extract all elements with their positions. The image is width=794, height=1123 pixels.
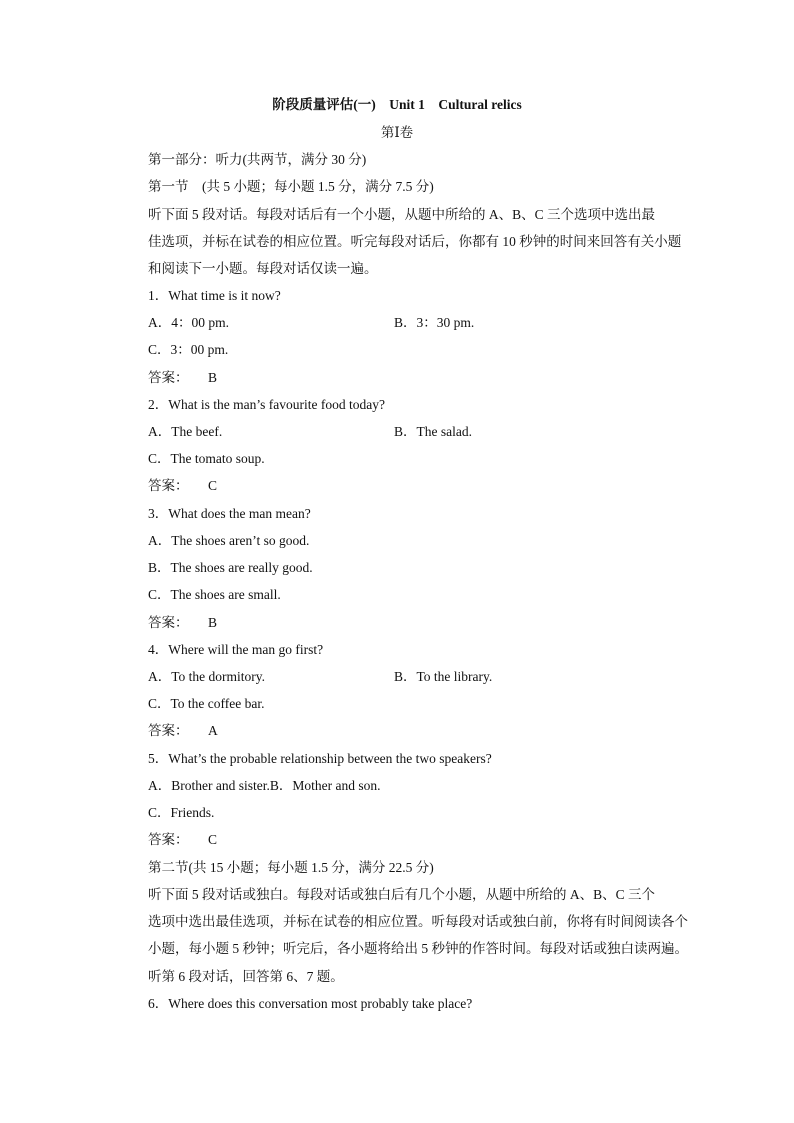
title-unit: Unit 1 <box>389 97 425 112</box>
question-2-option-c: C．The tomato soup. <box>148 451 265 466</box>
question-4-option-a: A．To the dormitory. <box>148 669 266 684</box>
title-chinese: 阶段质量评估(一) <box>272 97 376 112</box>
question-5-answer <box>148 831 217 849</box>
answer-label: 答案： <box>148 723 189 738</box>
answer-label: 答案： <box>148 478 189 493</box>
answer-label: 答案： <box>148 615 189 630</box>
title-topic: Cultural relics <box>438 97 522 112</box>
dialogue-6-prompt: 听第 6 段对话，回答第 6、7 题。 <box>148 969 344 984</box>
question-2-option-b: B．The salad. <box>394 424 472 439</box>
question-2-option-a: A．The beef. <box>148 424 223 439</box>
section1-heading: 第一节 (共 5 小题；每小题 1.5 分，满分 7.5 分) <box>148 179 434 194</box>
question-3-option-c: C．The shoes are small. <box>148 587 281 602</box>
question-3-stem: 3．What does the man mean? <box>148 506 311 521</box>
question-1-option-b: B．3：30 pm. <box>394 315 475 330</box>
section1-instructions-line3: 和阅读下一小题。每段对话仅读一遍。 <box>148 261 378 276</box>
question-4-option-b: B．To the library. <box>394 669 493 684</box>
document-title <box>0 96 794 114</box>
question-2-stem: 2．What is the man’s favourite food today? <box>148 397 385 412</box>
section2-heading: 第二节(共 15 小题；每小题 1.5 分，满分 22.5 分) <box>148 860 434 875</box>
section1-instructions-line1: 听下面 5 段对话。每段对话后有一个小题，从题中所给的 A、B、C 三个选项中选出最 <box>148 207 656 222</box>
answer-value: C <box>208 832 218 847</box>
question-5-stem: 5．What’s the probable relationship between the two speakers? <box>148 751 492 766</box>
question-4-option-c: C．To the coffee bar. <box>148 696 265 711</box>
section2-instructions-line1: 听下面 5 段对话或独白。每段对话或独白后有几个小题，从题中所给的 A、B、C 三个 <box>148 887 656 902</box>
question-1-option-c: C．3：00 pm. <box>148 342 229 357</box>
answer-label: 答案： <box>148 370 189 385</box>
question-2-options-ab <box>148 423 668 441</box>
question-3-option-b: B．The shoes are really good. <box>148 560 313 575</box>
section1-instructions-line2: 佳选项，并标在试卷的相应位置。听完每段对话后，你都有 10 秒钟的时间来回答有关小题 <box>148 234 682 249</box>
question-3-option-a: A．The shoes aren’t so good. <box>148 533 310 548</box>
question-4-options-ab <box>148 668 668 686</box>
question-5-options-ab: A．Brother and sister.B．Mother and son. <box>148 778 381 793</box>
answer-value: C <box>208 478 218 493</box>
question-6-stem: 6．Where does this conversation most probably take place? <box>148 996 473 1011</box>
question-3-answer <box>148 614 217 632</box>
part1-heading: 第一部分：听力(共两节，满分 30 分) <box>148 152 367 167</box>
question-1-option-a: A．4：00 pm. <box>148 315 229 330</box>
answer-value: B <box>208 615 218 630</box>
question-1-options-ab <box>148 314 668 332</box>
question-1-answer <box>148 369 217 387</box>
section2-instructions-line3: 小题，每小题 5 秒钟；听完后，各小题将给出 5 秒钟的作答时间。每段对话或独白读两遍。 <box>148 941 688 956</box>
answer-value: A <box>208 723 218 738</box>
answer-label: 答案： <box>148 832 189 847</box>
answer-value: B <box>208 370 218 385</box>
question-2-answer <box>148 477 217 495</box>
question-1-stem: 1．What time is it now? <box>148 288 281 303</box>
section2-instructions-line2: 选项中选出最佳选项，并标在试卷的相应位置。听每段对话或独白前，你将有时间阅读各个 <box>148 914 688 929</box>
volume-label: 第Ⅰ卷 <box>380 125 414 140</box>
question-5-option-c: C．Friends. <box>148 805 215 820</box>
question-4-stem: 4．Where will the man go first? <box>148 642 324 657</box>
question-4-answer <box>148 722 218 740</box>
